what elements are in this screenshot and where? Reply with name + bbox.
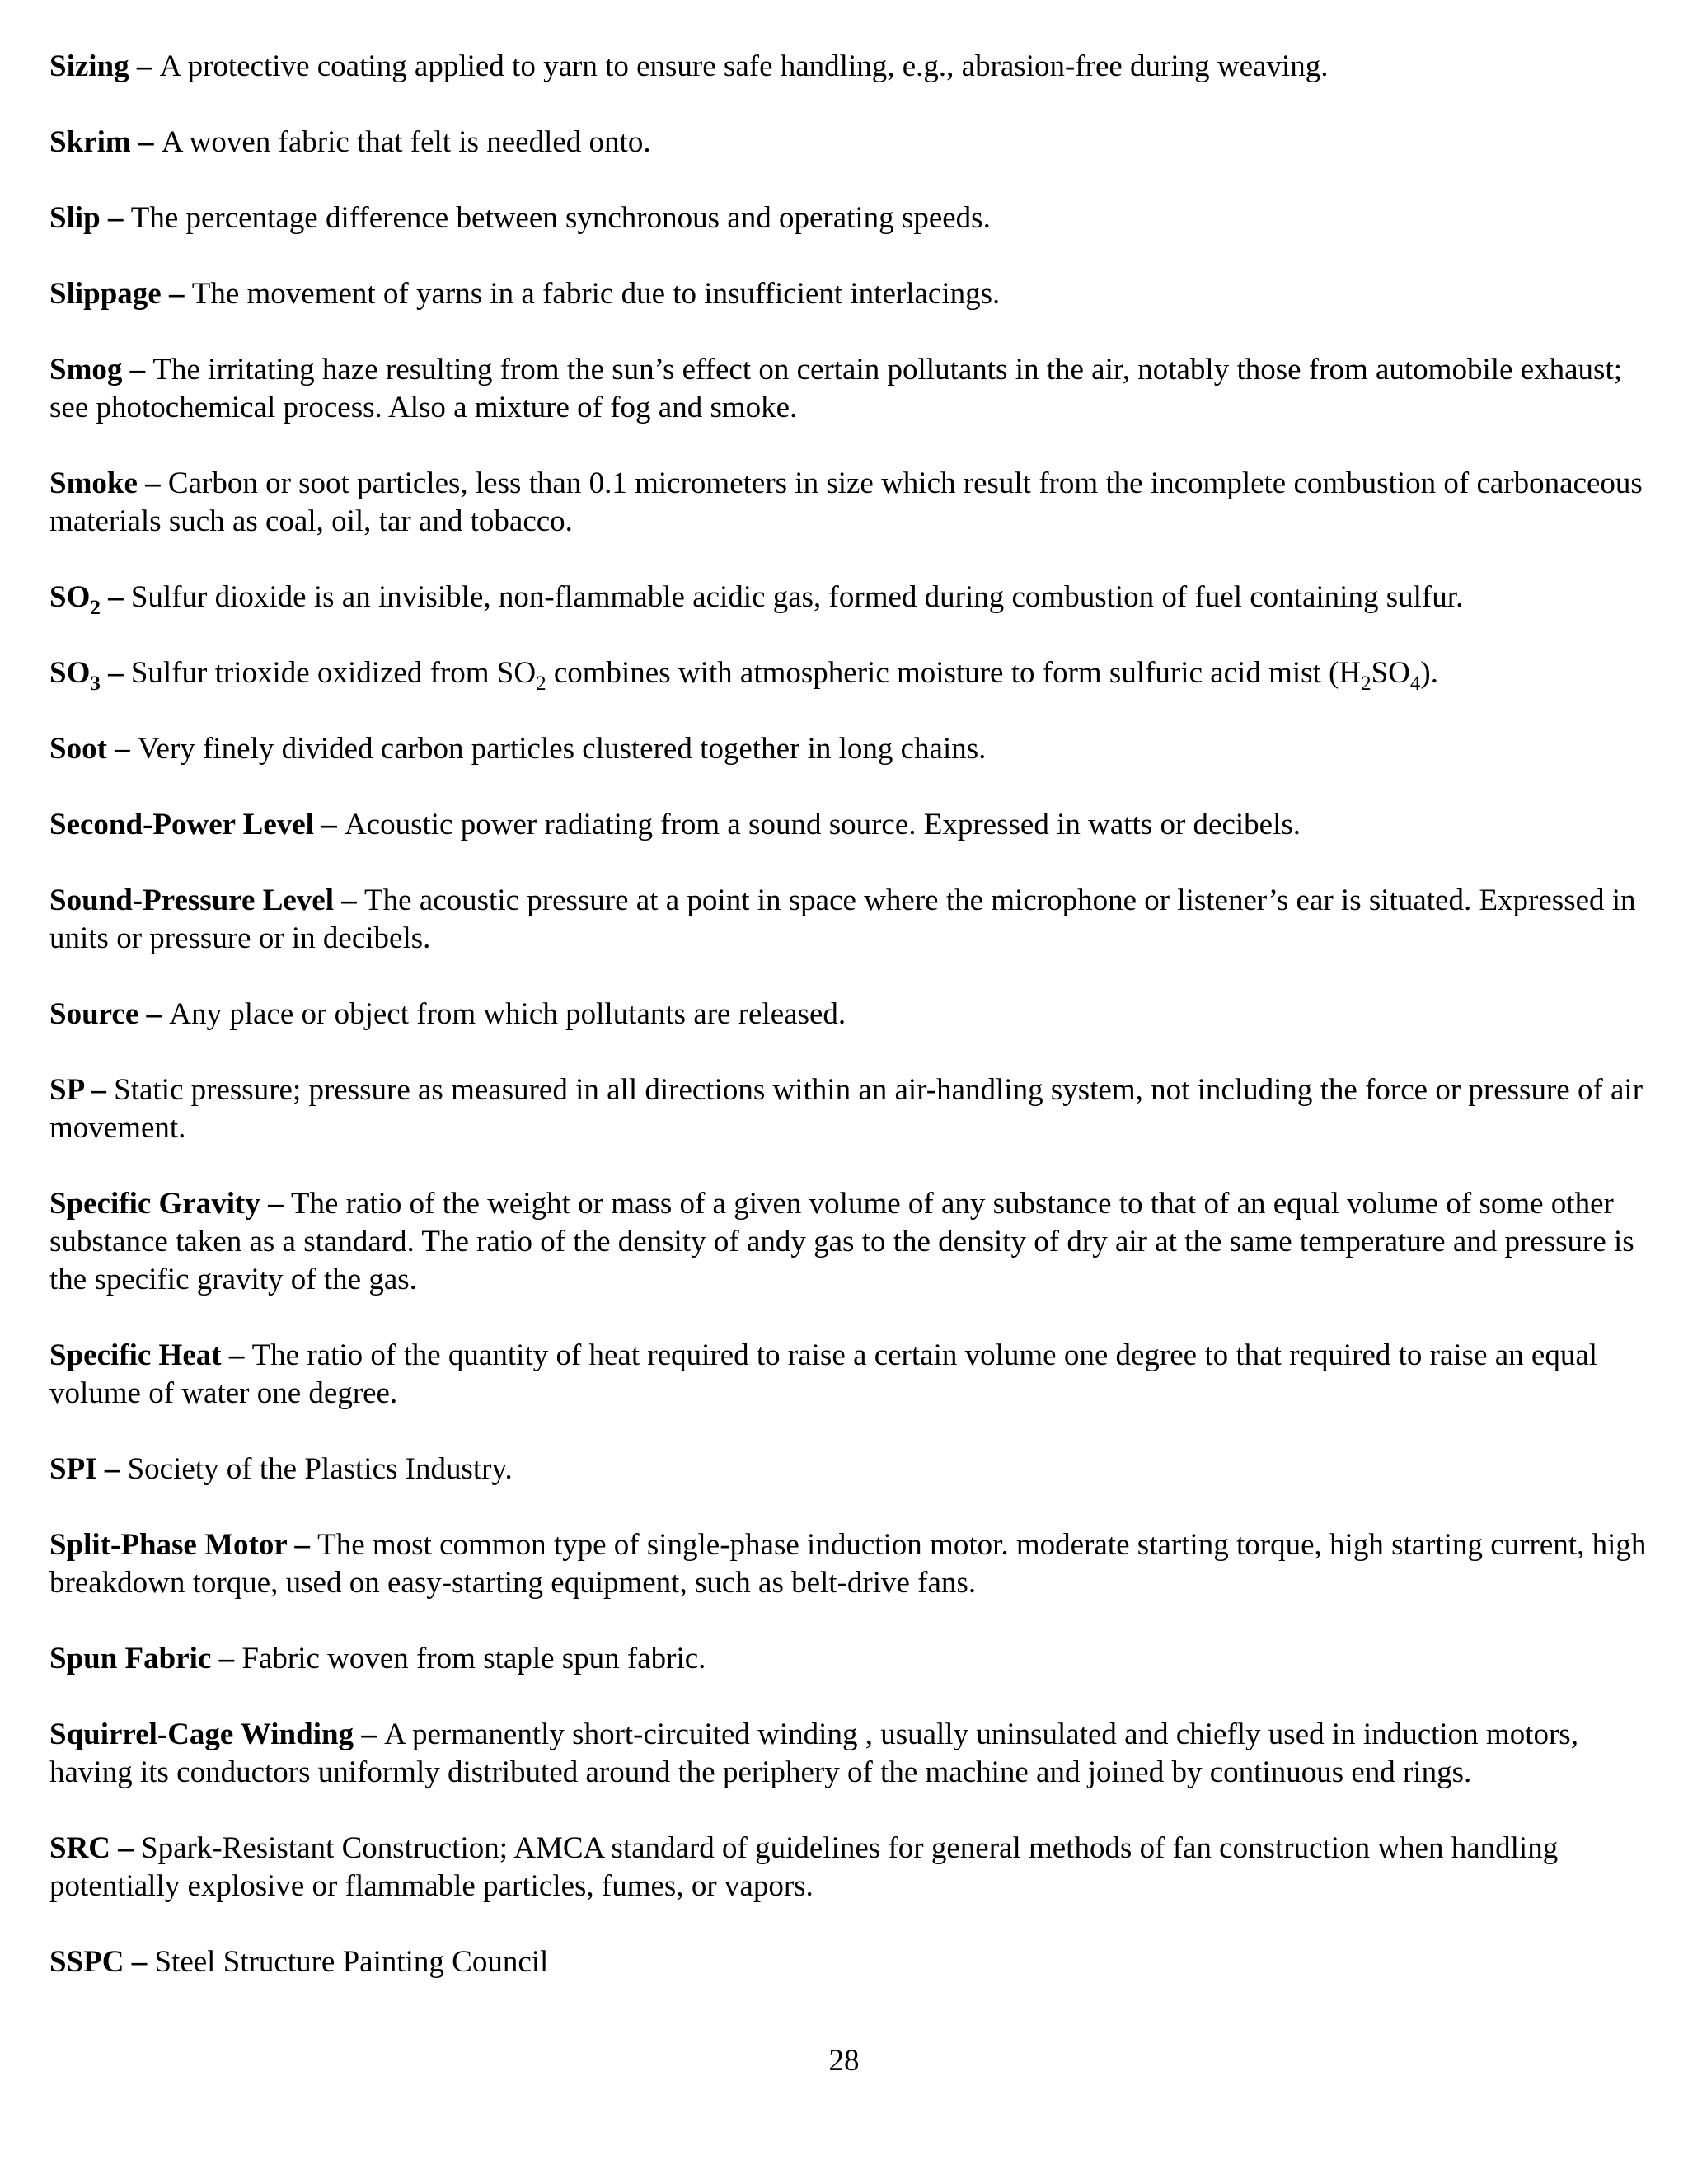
- glossary-term-text: Skrim: [49, 125, 131, 159]
- glossary-term: [49, 808, 314, 841]
- glossary-entry: [49, 1943, 1648, 1981]
- glossary-entry: [49, 579, 1648, 619]
- glossary-definition: The irritating haze resulting from the sun’s effect on certain pollutants in the air, notably those from automobile exhaust; see photochemical process. Also a mixture of fog and smoke.: [49, 353, 1623, 424]
- glossary-entry: [49, 654, 1648, 695]
- glossary-term-text: Source: [49, 997, 139, 1031]
- glossary-entry: [49, 48, 1648, 86]
- glossary-entry: [49, 730, 1648, 768]
- glossary-definition: The most common type of single-phase induction motor. moderate starting torque, high starting current, high breakdown torque, used on easy-starting equipment, such as belt-drive fans.: [49, 1528, 1647, 1600]
- glossary-definition: Steel Structure Painting Council: [154, 1945, 549, 1979]
- glossary-term-text: Sizing: [49, 49, 129, 83]
- glossary-entry: [49, 275, 1648, 313]
- term-separator: –: [130, 125, 162, 159]
- glossary-term-text: Smoke: [49, 466, 138, 500]
- glossary-term-subscript: 2: [90, 597, 101, 619]
- glossary-term-text: SPI: [49, 1452, 97, 1486]
- definition-subscript: 2: [1361, 673, 1372, 695]
- glossary-entry: [49, 1526, 1648, 1602]
- glossary-term-text: Second-Power Level: [49, 808, 314, 841]
- term-separator: –: [287, 1528, 318, 1562]
- definition-subscript: 2: [536, 673, 546, 695]
- glossary-term-text: Sound-Pressure Level: [49, 883, 335, 917]
- term-separator: –: [122, 353, 153, 387]
- glossary-term-text: Specific Heat: [49, 1338, 222, 1372]
- glossary-entry: [49, 882, 1648, 958]
- glossary-entry: [49, 199, 1648, 237]
- definition-subscript: 4: [1409, 673, 1421, 695]
- term-separator: –: [129, 49, 160, 83]
- glossary-definition: A permanently short-circuited winding , usually uninsulated and chiefly used in induction motors, having its conductors uniformly distributed around the periphery of the machine and joined by continuous end rings.: [49, 1718, 1578, 1789]
- glossary-term: [49, 1187, 260, 1221]
- glossary-entry: [49, 124, 1648, 162]
- glossary-definition: The acoustic pressure at a point in space where the microphone or listener’s ear is situated. Expressed in units or pressure or in decibels.: [49, 883, 1636, 955]
- glossary-definition: Society of the Plastics Industry.: [127, 1452, 513, 1486]
- glossary-term-subscript: 3: [90, 673, 101, 695]
- term-separator: –: [96, 1452, 128, 1486]
- glossary-entry: [49, 996, 1648, 1033]
- term-separator: –: [313, 808, 345, 841]
- glossary-term: [49, 1831, 110, 1865]
- glossary-term: [49, 1945, 124, 1979]
- glossary-definition: The ratio of the weight or mass of a given volume of any substance to that of an equal volume of some other substance taken as a standard. The ratio of the density of andy gas to the density of dry air at the same temperature and pressure is the specific gravity of the gas.: [49, 1187, 1634, 1296]
- glossary-entry: [49, 806, 1648, 844]
- glossary-term: [49, 656, 101, 695]
- term-separator: –: [161, 277, 192, 311]
- term-separator: –: [260, 1187, 291, 1221]
- glossary-definition: A woven fabric that felt is needled onto.: [161, 125, 651, 159]
- definition-text-part: ).: [1420, 656, 1438, 690]
- glossary-term-text: Slip: [49, 201, 101, 235]
- definition-text-part: Sulfur trioxide oxidized from SO: [130, 656, 537, 690]
- glossary-term-text: Specific Gravity: [49, 1187, 260, 1221]
- glossary-term: [49, 1718, 354, 1751]
- glossary-definition: The movement of yarns in a fabric due to insufficient interlacings.: [191, 277, 1001, 311]
- glossary-term-text: SO: [49, 656, 91, 690]
- glossary-term-text: Split-Phase Motor: [49, 1528, 288, 1562]
- glossary-definition: Very finely divided carbon particles clustered together in long chains.: [137, 732, 987, 766]
- glossary-definition: The ratio of the quantity of heat required to raise a certain volume one degree to that required to raise an equal volume of water one degree.: [49, 1338, 1598, 1410]
- glossary-term: [49, 353, 122, 387]
- glossary-term: [49, 466, 138, 500]
- term-separator: –: [83, 1073, 115, 1107]
- term-separator: –: [211, 1642, 242, 1675]
- glossary-term-text: SP: [49, 1073, 84, 1107]
- glossary-entry: [49, 1071, 1648, 1147]
- glossary-term: [49, 277, 162, 311]
- glossary-term: [49, 997, 138, 1031]
- glossary-term-text: Smog: [49, 353, 123, 387]
- glossary-term-text: SRC: [49, 1831, 111, 1865]
- glossary-term: [49, 580, 101, 619]
- glossary-term: [49, 883, 334, 917]
- glossary-term-text: Spun Fabric: [49, 1642, 212, 1675]
- term-separator: –: [100, 580, 131, 614]
- glossary-definition: Static pressure; pressure as measured in all directions within an air-handling system, not including the force or pressure of air movement.: [49, 1073, 1643, 1145]
- term-separator: –: [110, 1831, 142, 1865]
- glossary-term-text: Squirrel-Cage Winding: [49, 1718, 354, 1751]
- term-separator: –: [100, 201, 131, 235]
- term-separator: –: [334, 883, 365, 917]
- glossary-term: [49, 732, 107, 766]
- definition-text-part: SO: [1371, 656, 1410, 690]
- glossary-definition: [130, 656, 1438, 695]
- term-separator: –: [106, 732, 138, 766]
- glossary-definition: Acoustic power radiating from a sound source. Expressed in watts or decibels.: [344, 808, 1301, 841]
- glossary-entry: [49, 1830, 1648, 1905]
- glossary-entry: [49, 1716, 1648, 1792]
- page-number: 28: [828, 2044, 860, 2078]
- glossary-definition: A protective coating applied to yarn to ensure safe handling, e.g., abrasion-free during weaving.: [159, 49, 1329, 83]
- term-separator: –: [137, 466, 168, 500]
- term-separator: –: [100, 656, 131, 690]
- glossary-term-text: SO: [49, 580, 91, 614]
- glossary-term: [49, 1338, 222, 1372]
- term-separator: –: [354, 1718, 385, 1751]
- glossary-definition: Sulfur dioxide is an invisible, non-flammable acidic gas, formed during combustion of fuel containing sulfur.: [130, 580, 1464, 614]
- glossary-term-text: Soot: [49, 732, 107, 766]
- glossary-definition: Spark-Resistant Construction; AMCA standard of guidelines for general methods of fan construction when handling potentially explosive or flammable particles, fumes, or vapors.: [49, 1831, 1559, 1903]
- definition-text-part: combines with atmospheric moisture to form sulfuric acid mist (H: [546, 656, 1362, 690]
- glossary-term: [49, 1452, 97, 1486]
- term-separator: –: [124, 1945, 155, 1979]
- glossary-entry: [49, 1185, 1648, 1299]
- term-separator: –: [138, 997, 170, 1031]
- glossary-term: [49, 201, 101, 235]
- glossary-definition: Fabric woven from staple spun fabric.: [241, 1642, 706, 1675]
- glossary-term: [49, 125, 131, 159]
- glossary-entry: [49, 1337, 1648, 1413]
- glossary-entry: [49, 1451, 1648, 1488]
- glossary-definition: Any place or object from which pollutants are released.: [169, 997, 846, 1031]
- glossary-entry: [49, 351, 1648, 427]
- glossary-term: [49, 1642, 211, 1675]
- glossary-entry: [49, 1640, 1648, 1678]
- term-separator: –: [221, 1338, 252, 1372]
- glossary-term-text: Slippage: [49, 277, 162, 311]
- glossary-term: [49, 1528, 287, 1562]
- glossary-term: [49, 49, 129, 83]
- glossary-list: [49, 48, 1648, 1981]
- glossary-definition: Carbon or soot particles, less than 0.1 micrometers in size which result from the incomplete combustion of carbonaceous materials such as coal, oil, tar and tobacco.: [49, 466, 1643, 538]
- glossary-entry: [49, 465, 1648, 541]
- glossary-definition: The percentage difference between synchronous and operating speeds.: [130, 201, 991, 235]
- glossary-term-text: SSPC: [49, 1945, 124, 1979]
- glossary-term: [49, 1073, 83, 1107]
